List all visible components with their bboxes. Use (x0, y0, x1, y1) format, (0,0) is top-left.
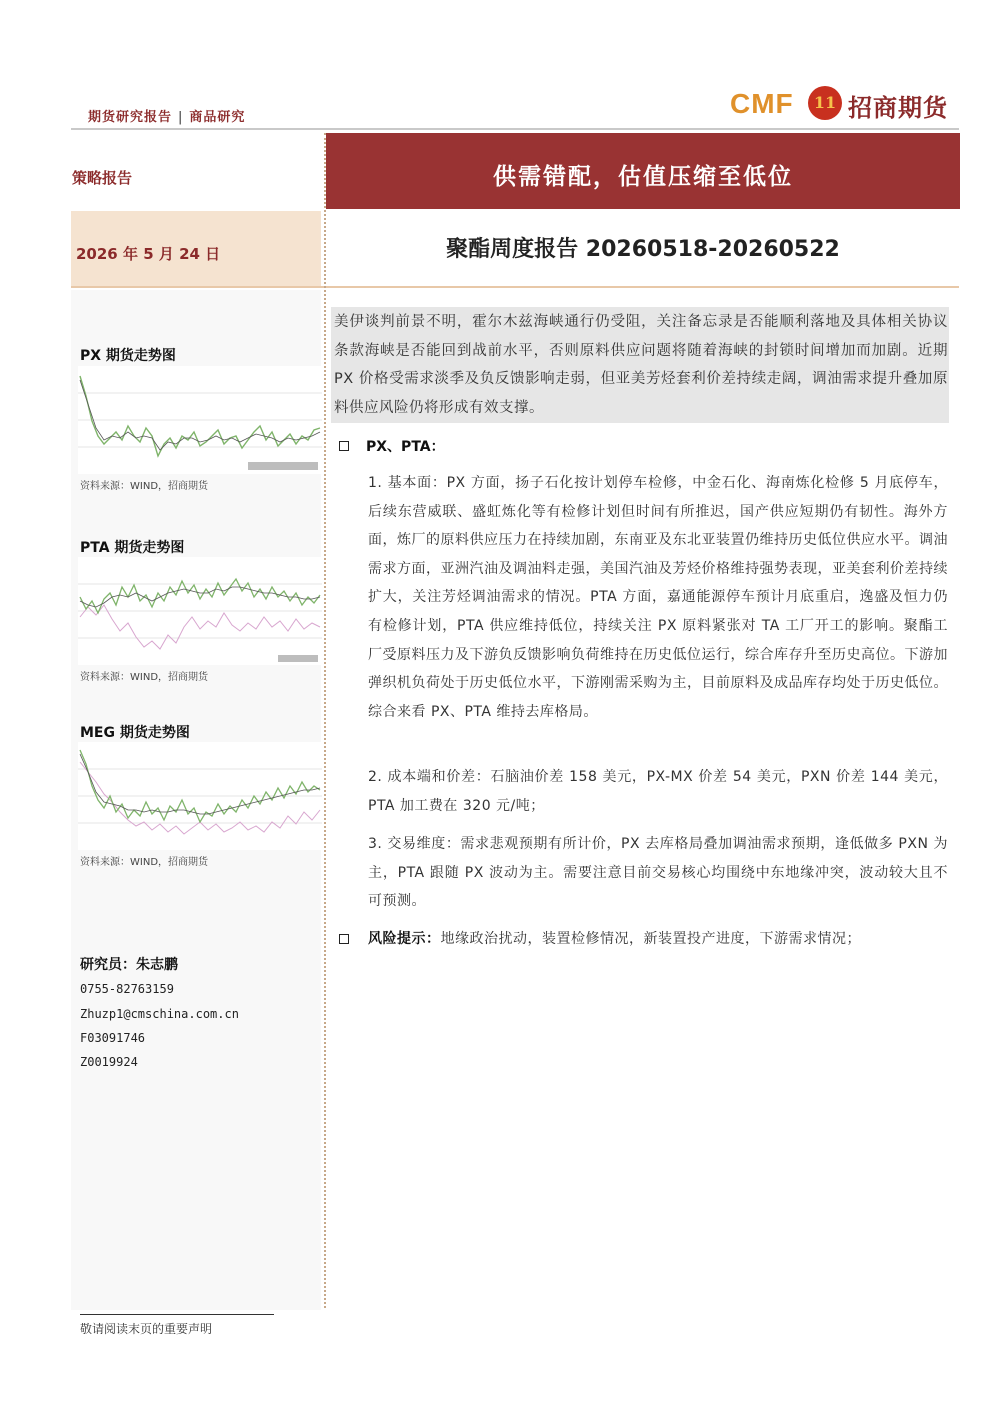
section-px-pta-title: PX、PTA： (366, 439, 445, 455)
meg-chart-source: 资料来源：WIND，招商期货 (80, 857, 209, 868)
pta-chart-source: 资料来源：WIND，招商期货 (80, 672, 209, 683)
risk-label: 风险提示： (368, 931, 441, 947)
title-band-rule (71, 286, 959, 288)
meg-chart-heading: MEG 期货走势图 (80, 725, 190, 741)
footer-rule (80, 1314, 274, 1315)
report-date: 2026 年 5 月 24 日 (76, 245, 221, 263)
company-logo (730, 84, 960, 124)
researcher-name: 研究员：朱志鹏 (80, 957, 178, 973)
report-type-label: 策略报告 (72, 169, 133, 187)
report-subtitle: 聚酯周度报告 20260518-20260522 (446, 237, 840, 262)
square-bullet-icon (339, 934, 349, 944)
summary-text: 美伊谈判前景不明，霍尔木兹海峡通行仍受阻，关注备忘录是否能顺利落地及具体相关协议条款海峡是否能回到战前水平，否则原料供应问题将随着海峡的封锁时间增加而加剧。近期 PX 价格受需求淡季及负反馈影响走弱，但亚美芳烃套利价差持续走阔，调油需求提升叠加原料供应风险仍将形成有效支撑。 (334, 314, 948, 416)
category-separator: | (178, 110, 184, 125)
px-chart-heading: PX 期货走势图 (80, 348, 176, 364)
meg-trend-chart-image (78, 742, 322, 850)
logo-chinese-name: 招商期货 (848, 94, 948, 122)
researcher-license-f: F03091746 (80, 1031, 146, 1045)
logo-latin: CMF (730, 88, 794, 119)
footer-notice: 敬请阅读末页的重要声明 (80, 1322, 213, 1336)
px-trend-chart (78, 366, 322, 474)
category-commodity: 商品研究 (189, 110, 246, 125)
square-bullet-icon (339, 441, 349, 451)
px-chart-source: 资料来源：WIND，招商期货 (80, 481, 209, 492)
column-divider (324, 133, 326, 1308)
meg-trend-chart (78, 742, 322, 850)
report-title: 供需错配，估值压缩至低位 (493, 164, 793, 190)
paragraph-fundamentals: 1. 基本面：PX 方面，扬子石化按计划停车检修，中金石化、海南炼化检修 5 月底停车，后续东营威联、盛虹炼化等有检修计划但时间有所推迟，国产供应短期仍有韧性。海外方面，炼厂的原料供应压力在持续加剧，东南亚及东北亚装置仍维持历史低位供应水平。调油需求方面，亚洲汽油及调油料走强，美国汽油及芳烃价格维持强势表现，亚美套利价差持续扩大，关注芳烃调油需求的情况。PTA 方面，嘉通能源停车预计月底重启，逸盛及恒力仍有检修计划，PTA 供应维持低位，持续关注 PX 原料紧张对 TA 工厂开工的影响。聚酯工厂受原料压力及下游负反馈影响负荷维持在历史低位运行，综合库存升至历史高位。下游加弹织机负荷处于历史低位水平，下游刚需采购为主，目前原料及成品库存均处于历史低位。综合来看 PX、PTA 维持去库格局。 (368, 475, 948, 720)
logo-mark-icon: 11 (808, 86, 842, 120)
category-futures-report: 期货研究报告 (88, 110, 173, 125)
pta-trend-chart-image (78, 557, 322, 665)
researcher-email[interactable]: Zhuzp1@cmschina.com.cn (80, 1007, 239, 1021)
risk-paragraph (368, 925, 948, 954)
header-rule (71, 128, 959, 130)
researcher-license-z: Z0019924 (80, 1055, 138, 1069)
risk-text: 地缘政治扰动，装置检修情况，新装置投产进度，下游需求情况； (440, 931, 861, 947)
px-trend-chart-image (78, 366, 322, 474)
researcher-phone: 0755-82763159 (80, 982, 174, 996)
paragraph-trading: 3. 交易维度：需求悲观预期有所计价，PX 去库格局叠加调油需求预期，逢低做多 PXN 为主，PTA 跟随 PX 波动为主。需要注意目前交易核心均围绕中东地缘冲突，波动较大且不可预测。 (368, 836, 948, 910)
paragraph-cost-spread: 2. 成本端和价差：石脑油价差 158 美元，PX-MX 价差 54 美元，PXN 价差 144 美元，PTA 加工费在 320 元/吨； (368, 769, 948, 814)
pta-trend-chart (78, 557, 322, 665)
pta-chart-heading: PTA 期货走势图 (80, 540, 185, 556)
header-category (88, 106, 245, 125)
